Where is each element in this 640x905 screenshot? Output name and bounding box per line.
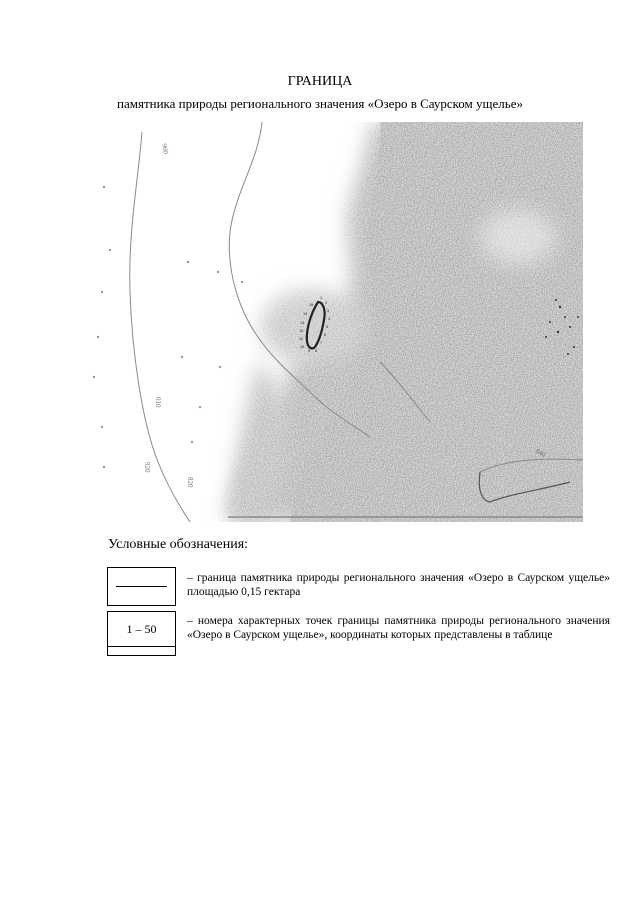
legend-text-point-numbers: – номера характерных точек границы памятника природы регионального значения «Озеро в Саурском ущелье», координаты которых представлены в таблице — [187, 615, 610, 641]
legend-text-boundary: – граница памятника природы регионального значения «Озеро в Саурском ущелье» площадью 0,15 гектара — [187, 572, 610, 598]
point-label: 6 — [324, 333, 327, 337]
map-subtitle: памятника природы регионального значения «Озеро в Саурском ущелье» — [117, 96, 523, 111]
point-label: 2 — [325, 301, 328, 305]
point-label: 1 — [320, 296, 323, 300]
legend-symbol-point-numbers: 1 – 50 — [107, 611, 176, 647]
boundary-line-symbol — [116, 586, 167, 587]
point-label: 4 — [328, 317, 331, 321]
terrain-shading — [80, 122, 583, 522]
point-label: 15 — [309, 303, 314, 307]
contour-label: 820 — [186, 477, 194, 488]
point-label: 8 — [315, 349, 318, 353]
boundary-map — [80, 122, 583, 522]
point-label: 3 — [327, 309, 330, 313]
point-label: 11 — [299, 337, 303, 341]
legend-heading: Условные обозначения: — [108, 537, 249, 552]
contour-label: 840 — [534, 446, 548, 459]
point-label: 7 — [320, 341, 323, 345]
contour-label: 010 — [154, 397, 162, 408]
point-label: 12 — [299, 329, 304, 333]
point-label: 13 — [300, 321, 305, 325]
contour-label: 920 — [143, 462, 151, 473]
point-label: 14 — [303, 312, 308, 316]
legend-symbol-boundary — [107, 567, 176, 606]
contour-label: 900 — [160, 142, 170, 155]
point-label: 9 — [308, 349, 311, 353]
map-title: ГРАНИЦА — [287, 74, 353, 89]
point-label: 5 — [326, 325, 329, 329]
point-label: 10 — [300, 345, 305, 349]
legend-box-tail — [107, 646, 176, 656]
